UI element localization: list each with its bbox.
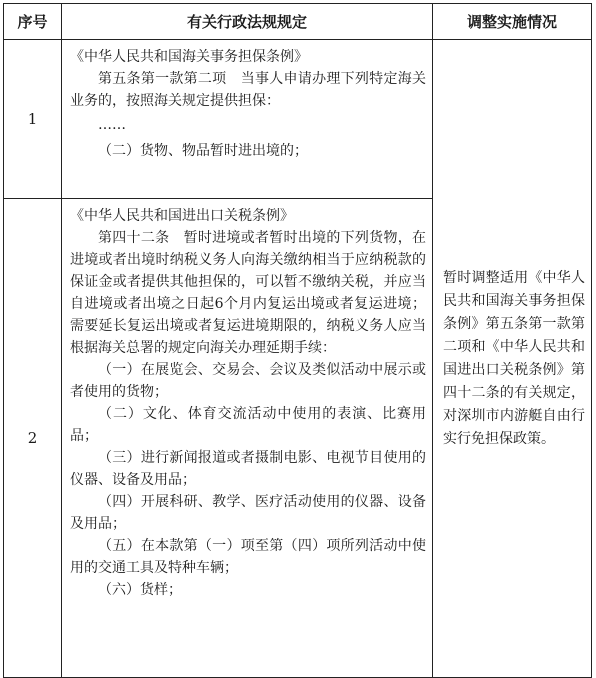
adjustment-cell: 暂时调整适用《中华人民共和国海关事务担保条例》第五条第一款第二项和《中华人民共和国进出口关税条例》第四十二条的有关规定，对深圳市内游艇自由行实行免担保政策。 [433,40,592,678]
row-number: 1 [4,40,62,199]
law-cell [62,40,433,199]
law-item: （二）文化、体育交流活动中使用的表演、比赛用品； [70,406,426,444]
law-item: （二）货物、物品暂时进出境的； [98,143,308,159]
header-adjustment: 调整实施情况 [433,4,592,40]
law-item: （三）进行新闻报道或者摄制电影、电视节目使用的仪器、设备及用品； [70,450,426,488]
law-cell [62,199,433,678]
law-item: （四）开展科研、教学、医疗活动使用的仪器、设备及用品； [70,494,426,532]
row-number: 2 [4,199,62,678]
law-item: （一）在展览会、交易会、会议及类似活动中展示或者使用的货物； [70,362,426,400]
header-seq: 序号 [4,4,62,40]
header-law: 有关行政法规规定 [62,4,433,40]
law-title: 《中华人民共和国进出口关税条例》 [70,208,294,224]
law-item: （六）货样； [98,582,182,598]
law-item: （五）在本款第（一）项至第（四）项所列活动中使用的交通工具及特种车辆； [70,538,426,576]
law-paragraph: 第四十二条 暂时进境或者暂时出境的下列货物，在进境或者出境时纳税义务人向海关缴纳相当于应纳税款的保证金或者提供其他担保的，可以暂不缴纳关税，并应当自进境或者出境之日起6个月内复运出境或者复运进境；需要延长复运出境或者复运进境期限的，纳税义务人应当根据海关总署的规定向海关办理延期手续： [70,230,426,356]
ellipsis: …… [98,117,126,133]
header-row [4,4,592,40]
law-paragraph: 第五条第一款第二项 当事人申请办理下列特定海关业务的，按照海关规定提供担保： [70,71,426,109]
table-row [4,40,592,199]
law-title: 《中华人民共和国海关事务担保条例》 [70,49,308,65]
regulation-table [3,3,592,678]
